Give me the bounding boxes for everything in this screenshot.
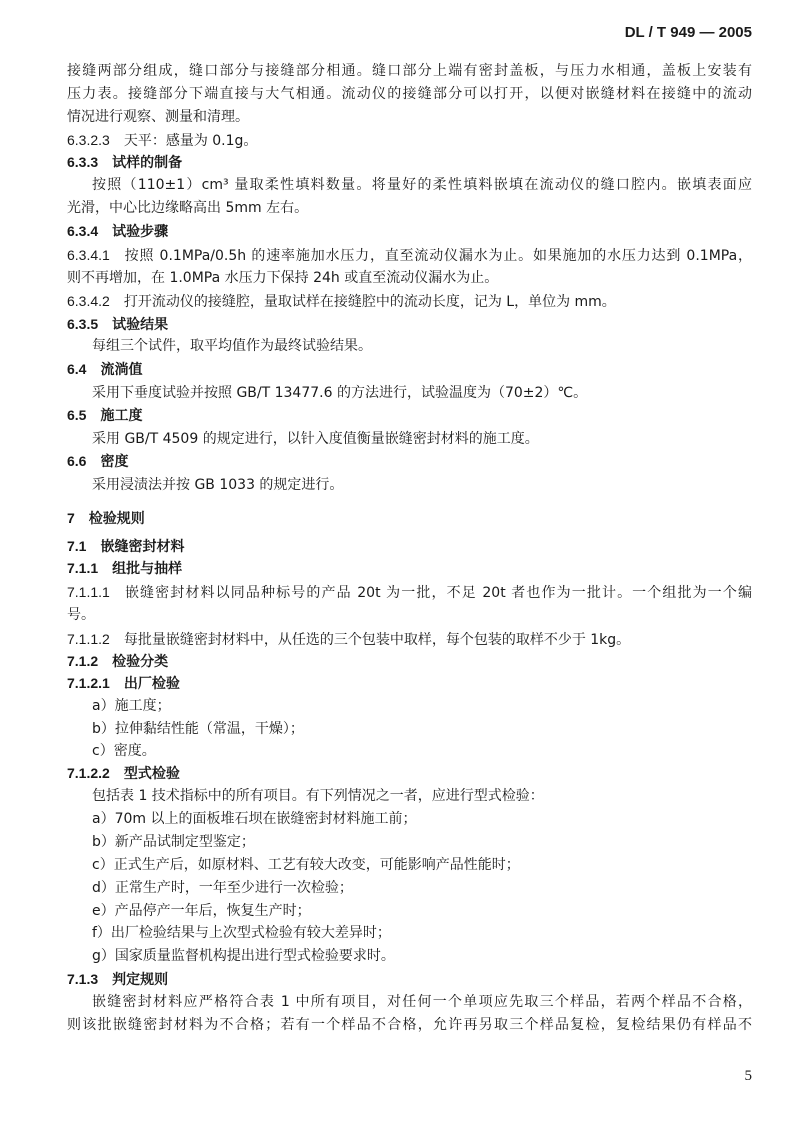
line-text: 检验规则 (88, 511, 145, 527)
line-text: c）正式生产后，如原材料、工艺有较大改变，可能影响产品性能时； (92, 857, 520, 873)
section-number: 7.1 (67, 538, 87, 554)
paragraph-line (92, 992, 752, 1012)
paragraph-line (67, 582, 752, 603)
line-text: 打开流动仪的接缝腔，量取试样在接缝腔中的流动长度，记为 L，单位为 mm。 (123, 294, 616, 310)
section-number: 7.1.3 (67, 971, 99, 987)
section-number: 6.5 (67, 407, 87, 423)
section-heading (67, 969, 752, 990)
line-text: 试验步骤 (112, 224, 169, 240)
section-number: 6.3.2.3 (67, 132, 110, 148)
paragraph-line (92, 696, 777, 716)
line-text: 按照（110±1）cm³ 量取柔性填料数量。将量好的柔性填料嵌填在流动仪的缝口腔内。嵌填表面应 (92, 177, 752, 193)
line-text: 嵌缝密封材料以同品种标号的产品 20t 为一批，不足 20t 者也作为一批计。一个组批为一个编 (123, 585, 752, 601)
line-text: c）密度。 (92, 743, 156, 759)
line-text: 流淌值 (100, 362, 143, 378)
line-text: b）拉伸黏结性能（常温，干燥）； (92, 721, 304, 737)
line-text: b）新产品试制定型鉴定； (92, 834, 255, 850)
line-text: f）出厂检验结果与上次型式检验有较大差异时； (92, 925, 391, 941)
section-heading (67, 221, 752, 242)
section-number: 6.3.5 (67, 316, 99, 332)
paragraph-line (92, 809, 777, 829)
section-heading (67, 152, 752, 173)
paragraph-line (92, 923, 777, 943)
line-text: 型式检验 (123, 766, 180, 782)
section-number: 7.1.2.2 (67, 765, 110, 781)
line-text: 施工度 (100, 408, 143, 424)
section-heading (67, 314, 752, 335)
line-text: 检验分类 (112, 654, 169, 670)
line-text: 按照 0.1MPa/0.5h 的速率施加水压力，直至流动仪漏水为止。如果施加的水压力达到 0.1MPa， (123, 248, 752, 264)
section-heading (67, 405, 752, 426)
section-number: 7.1.1.2 (67, 631, 110, 647)
line-text: 包括表 1 技术指标中的所有项目。有下列情况之一者，应进行型式检验： (92, 788, 544, 804)
paragraph-line (92, 786, 752, 806)
line-text: 出厂检验 (123, 676, 180, 692)
paragraph-line (67, 1015, 752, 1035)
section-number: 6.6 (67, 453, 87, 469)
section-heading (67, 536, 752, 557)
line-text: 采用 GB/T 4509 的规定进行，以针入度值衡量嵌缝密封材料的施工度。 (92, 431, 539, 447)
section-heading (67, 651, 752, 672)
paragraph-line (92, 175, 752, 195)
section-heading (67, 558, 752, 579)
line-text: 采用下垂度试验并按照 GB/T 13477.6 的方法进行，试验温度为（70±2）℃。 (92, 385, 588, 401)
paragraph-line (92, 855, 777, 875)
line-text: 嵌缝密封材料 (100, 539, 185, 555)
section-number: 6.4 (67, 361, 87, 377)
paragraph-line (67, 629, 752, 650)
section-heading (67, 763, 752, 784)
document-id-header: DL / T 949 — 2005 (624, 24, 752, 41)
line-text: 组批与抽样 (112, 561, 183, 577)
line-text: a）施工度； (92, 698, 171, 714)
line-text: 则不再增加，在 1.0MPa 水压力下保持 24h 或直至流动仪漏水为止。 (67, 270, 499, 286)
section-number: 7 (67, 510, 75, 526)
paragraph-line (92, 832, 777, 852)
line-text: a）70m 以上的面板堆石坝在嵌缝密封材料施工前； (92, 811, 417, 827)
line-text: g）国家质量监督机构提出进行型式检验要求时。 (92, 948, 395, 964)
line-text: 试验结果 (112, 317, 169, 333)
line-text: 密度 (100, 454, 129, 470)
line-text: 光滑，中心比边缘略高出 5mm 左右。 (67, 200, 309, 216)
paragraph-line (92, 901, 777, 921)
section-number: 6.3.3 (67, 154, 99, 170)
line-text: 情况进行观察、测量和清理。 (67, 109, 249, 125)
line-text: 试样的制备 (112, 155, 183, 171)
paragraph-line (92, 741, 777, 761)
section-number: 6.3.4.2 (67, 293, 110, 309)
line-text: 判定规则 (112, 972, 169, 988)
line-text: 天平：感量为 0.1g。 (123, 133, 258, 149)
section-number: 7.1.1.1 (67, 584, 110, 600)
line-text: e）产品停产一年后，恢复生产时； (92, 903, 311, 919)
paragraph-line (92, 475, 752, 495)
line-text: d）正常生产时，一年至少进行一次检验； (92, 880, 353, 896)
line-text: 接缝两部分组成，缝口部分与接缝部分相通。缝口部分上端有密封盖板，与压力水相通，盖板上安装有 (67, 63, 752, 79)
paragraph-line (92, 429, 752, 449)
paragraph-line (67, 107, 752, 127)
paragraph-line (67, 291, 752, 312)
paragraph-line (92, 719, 777, 739)
paragraph-line (67, 84, 752, 104)
section-heading (67, 359, 752, 380)
section-heading (67, 451, 752, 472)
paragraph-line (67, 61, 752, 81)
line-text: 号。 (67, 607, 95, 623)
paragraph-line (67, 245, 752, 266)
paragraph-line (67, 198, 752, 218)
section-heading (67, 508, 752, 529)
paragraph-line (92, 878, 777, 898)
page-number: 5 (744, 1068, 752, 1084)
section-heading (67, 673, 752, 694)
line-text: 嵌缝密封材料应严格符合表 1 中所有项目，对任何一个单项应先取三个样品，若两个样品不合格， (92, 994, 752, 1010)
line-text: 每组三个试件，取平均值作为最终试验结果。 (92, 338, 372, 354)
paragraph-line (67, 130, 752, 151)
line-text: 采用浸渍法并按 GB 1033 的规定进行。 (92, 477, 344, 493)
line-text: 压力表。接缝部分下端直接与大气相通。流动仪的接缝部分可以打开，以便对嵌缝材料在接缝中的流动 (67, 86, 752, 102)
section-number: 7.1.2.1 (67, 675, 110, 691)
paragraph-line (92, 336, 752, 356)
paragraph-line (67, 268, 752, 288)
paragraph-line (67, 605, 752, 625)
section-number: 7.1.2 (67, 653, 99, 669)
paragraph-line (92, 946, 777, 966)
section-number: 6.3.4 (67, 223, 99, 239)
section-number: 7.1.1 (67, 560, 99, 576)
section-number: 6.3.4.1 (67, 247, 110, 263)
line-text: 每批量嵌缝密封材料中，从任选的三个包装中取样，每个包装的取样不少于 1kg。 (123, 632, 631, 648)
line-text: 则该批嵌缝密封材料为不合格；若有一个样品不合格，允许再另取三个样品复检，复检结果仍有样品不 (67, 1017, 752, 1033)
paragraph-line (92, 383, 752, 403)
